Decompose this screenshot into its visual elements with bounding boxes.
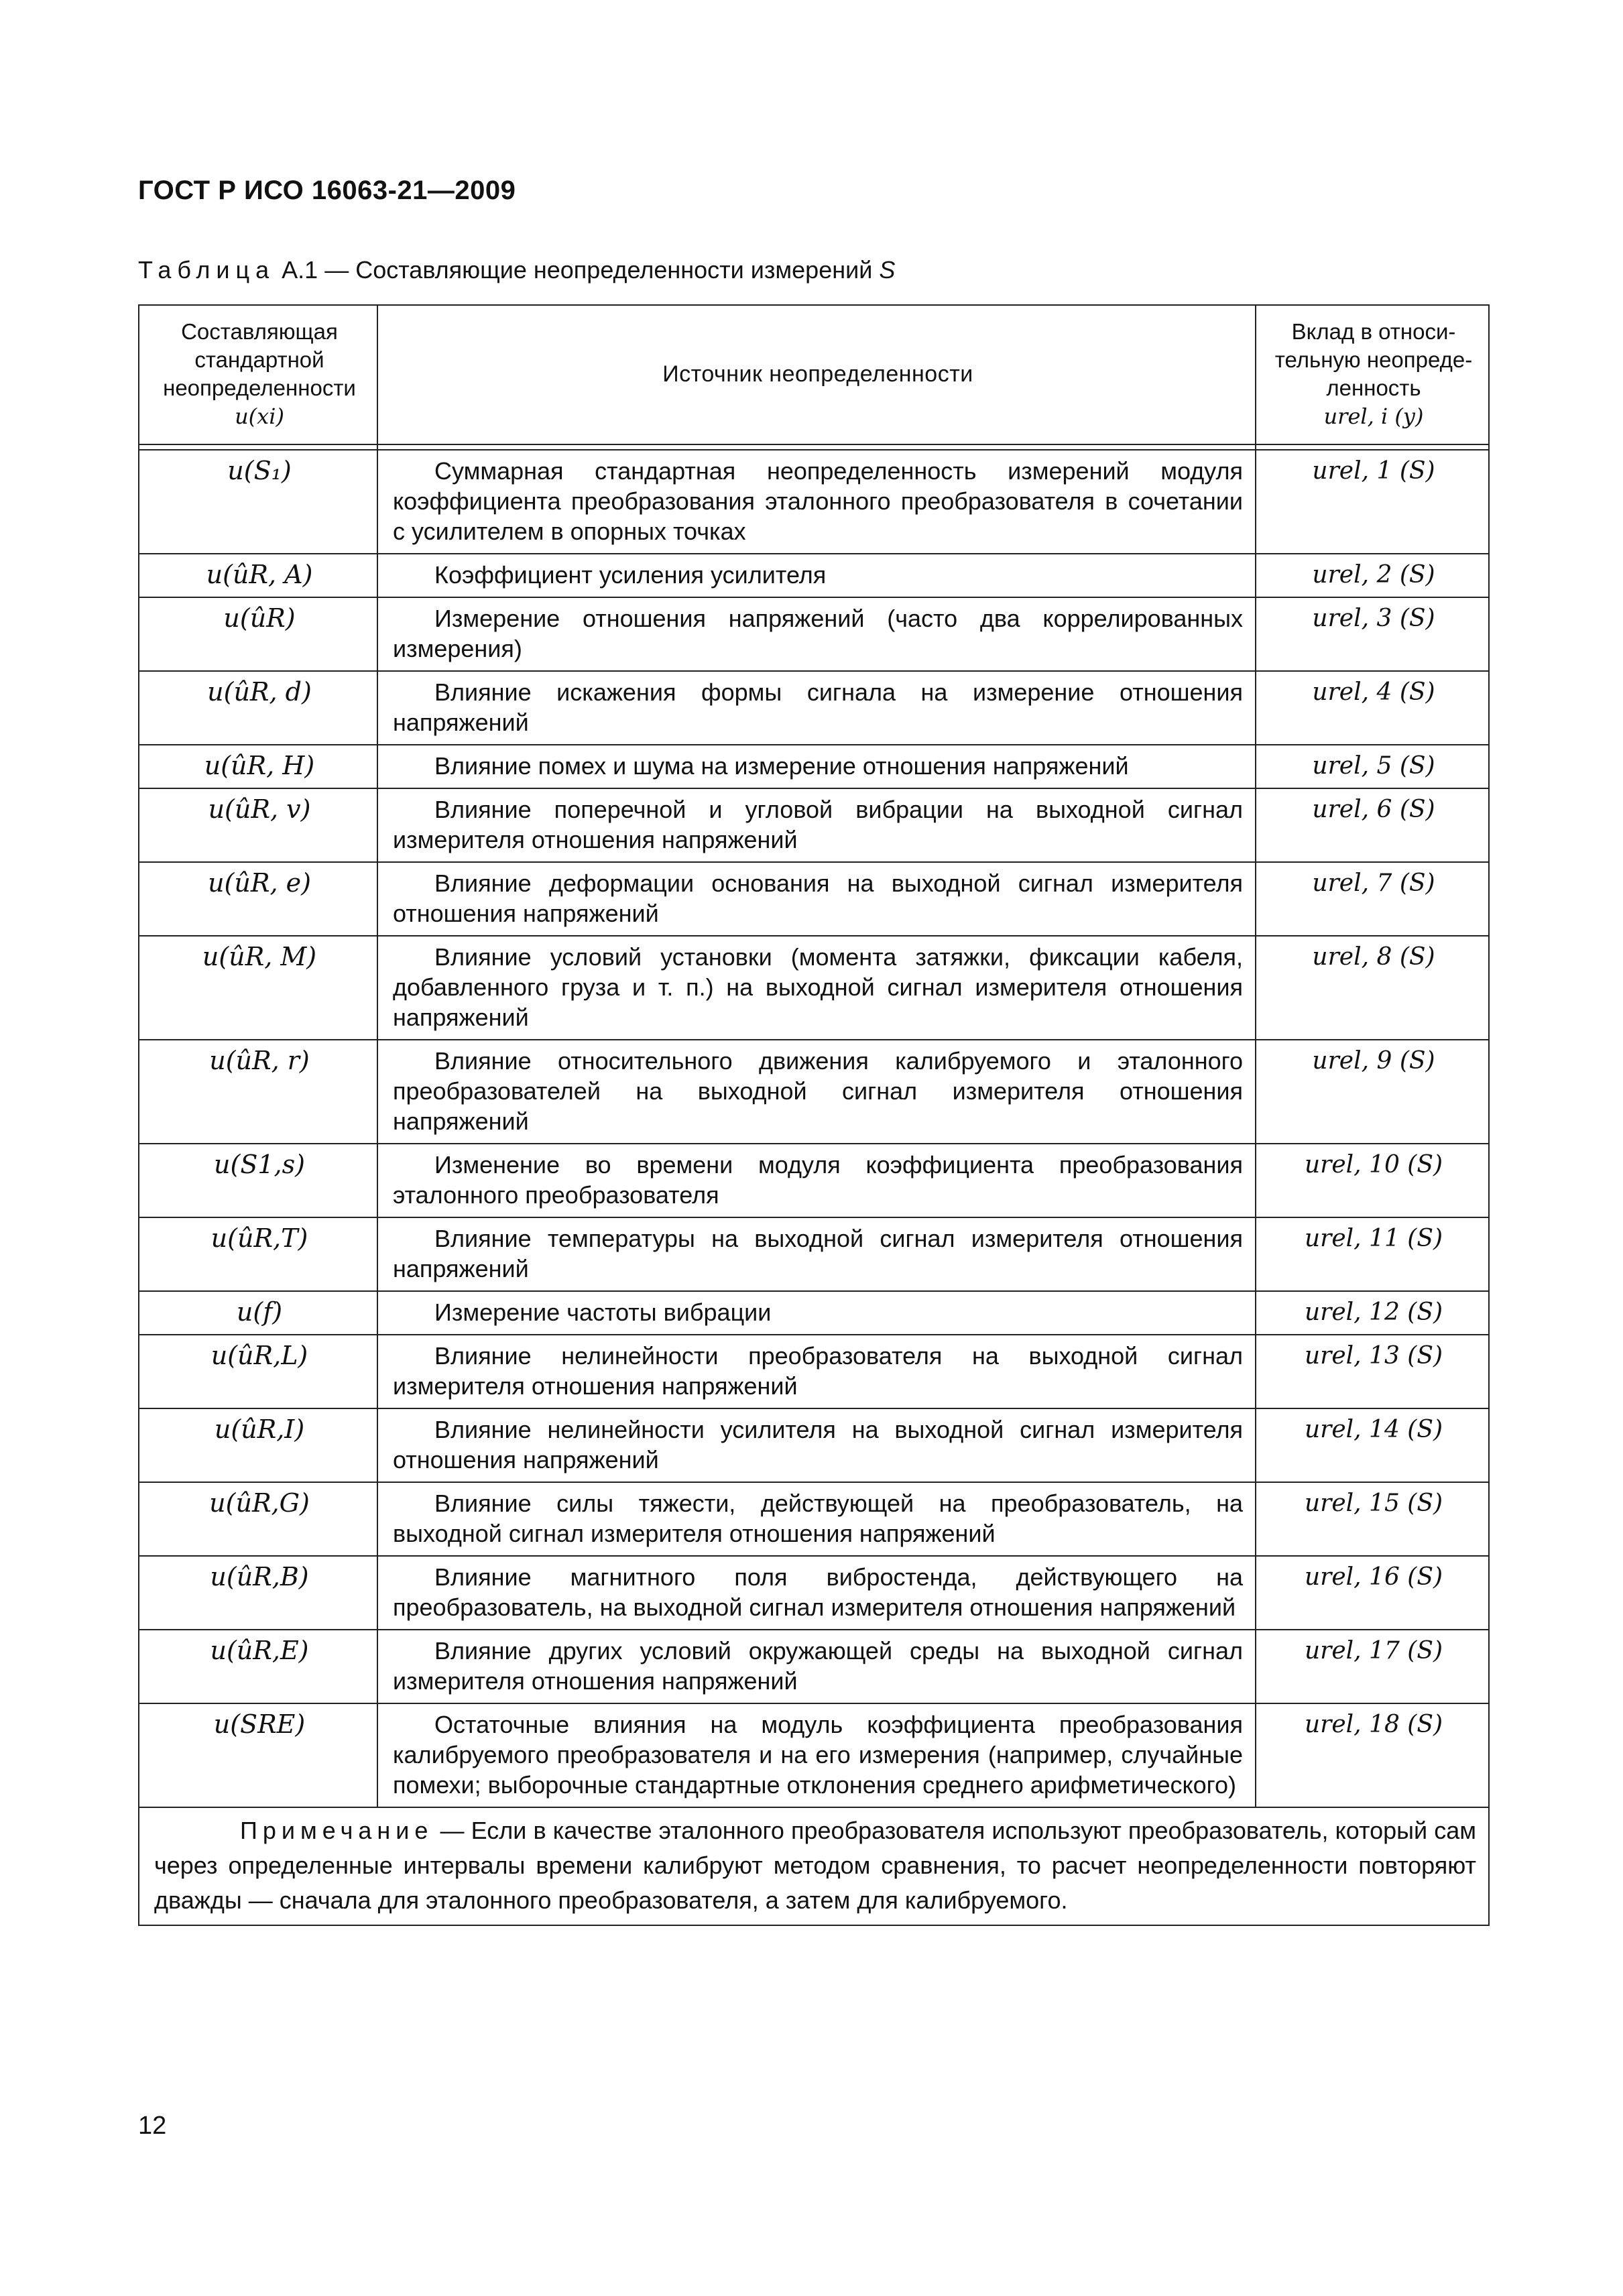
component-symbol: u(S₁)	[139, 450, 377, 554]
contribution-symbol: urel, 15 (S)	[1256, 1482, 1489, 1556]
component-symbol: u(ûR, r)	[139, 1040, 377, 1144]
contribution-symbol: urel, 9 (S)	[1256, 1040, 1489, 1144]
header-component-symbol: u(xi)	[235, 404, 284, 429]
header-contribution-line2: тельную неопреде-	[1274, 347, 1473, 372]
header-component-line1: Составляющая	[181, 319, 338, 344]
contribution-symbol: urel, 1 (S)	[1256, 450, 1489, 554]
note-text: — Если в качестве эталонного преобразователя используют преобразователь, который сам через определенные интервалы времени калибруют методом сравнения, то расчет неопределенности повторяют дважды — сначала для эталонного преобразователя, а затем для калибруемого.	[154, 1817, 1476, 1914]
contribution-symbol: urel, 10 (S)	[1256, 1144, 1489, 1217]
source-text: Влияние искажения формы сигнала на измерение отношения напряжений	[393, 678, 1243, 736]
header-contribution-symbol: urel, i (y)	[1323, 404, 1424, 429]
source-text: Влияние силы тяжести, действующей на преобразователь, на выходной сигнал измерителя отношения напряжений	[393, 1490, 1243, 1547]
source-cell	[377, 1291, 1256, 1335]
table-row	[139, 745, 1489, 788]
note-label: Примечание	[240, 1817, 434, 1844]
source-cell	[377, 788, 1256, 862]
table-caption	[138, 256, 895, 284]
source-text: Суммарная стандартная неопределенность измерений модуля коэффициента преобразования эталонного преобразователя в сочетании с усилителем в опорных точках	[393, 457, 1243, 545]
source-text: Влияние магнитного поля вибростенда, действующего на преобразователь, на выходной сигнал измерителя отношения напряжений	[393, 1563, 1243, 1621]
component-symbol: u(ûR, M)	[139, 936, 377, 1040]
source-cell	[377, 1217, 1256, 1291]
component-symbol: u(S1,s)	[139, 1144, 377, 1217]
component-symbol: u(ûR, A)	[139, 554, 377, 597]
table-row	[139, 597, 1489, 671]
table-row	[139, 1408, 1489, 1482]
table-caption-text: А.1 — Составляющие неопределенности измерений	[275, 256, 880, 284]
table-row	[139, 1335, 1489, 1408]
table-row	[139, 1291, 1489, 1335]
component-symbol: u(ûR, e)	[139, 862, 377, 936]
uncertainty-table	[138, 304, 1490, 1926]
table-header-row	[139, 305, 1489, 444]
source-cell	[377, 1144, 1256, 1217]
header-gap-cell	[1256, 444, 1489, 450]
component-symbol: u(ûR)	[139, 597, 377, 671]
component-symbol: u(ûR,B)	[139, 1556, 377, 1630]
table-row	[139, 450, 1489, 554]
component-symbol: u(ûR, v)	[139, 788, 377, 862]
component-symbol: u(ûR, d)	[139, 671, 377, 745]
header-component	[139, 305, 377, 444]
component-symbol: u(ûR,T)	[139, 1217, 377, 1291]
source-cell	[377, 1040, 1256, 1144]
contribution-symbol: urel, 14 (S)	[1256, 1408, 1489, 1482]
source-text: Влияние деформации основания на выходной сигнал измерителя отношения напряжений	[393, 869, 1243, 927]
source-cell	[377, 862, 1256, 936]
source-cell	[377, 1482, 1256, 1556]
header-component-line2: стандартной	[194, 347, 324, 372]
contribution-symbol: urel, 4 (S)	[1256, 671, 1489, 745]
source-text: Влияние помех и шума на измерение отношения напряжений	[434, 752, 1129, 780]
table-row	[139, 1040, 1489, 1144]
source-cell	[377, 1703, 1256, 1807]
table-row	[139, 671, 1489, 745]
table-caption-label: Таблица	[138, 256, 276, 284]
table-note-row	[139, 1807, 1489, 1925]
source-text: Влияние температуры на выходной сигнал измерителя отношения напряжений	[393, 1225, 1243, 1282]
contribution-symbol: urel, 2 (S)	[1256, 554, 1489, 597]
contribution-symbol: urel, 8 (S)	[1256, 936, 1489, 1040]
source-cell	[377, 1556, 1256, 1630]
contribution-symbol: urel, 18 (S)	[1256, 1703, 1489, 1807]
table-row	[139, 1630, 1489, 1703]
table-row	[139, 1556, 1489, 1630]
component-symbol: u(ûR,I)	[139, 1408, 377, 1482]
source-cell	[377, 450, 1256, 554]
contribution-symbol: urel, 5 (S)	[1256, 745, 1489, 788]
source-cell	[377, 745, 1256, 788]
table-row	[139, 862, 1489, 936]
source-text: Влияние нелинейности усилителя на выходной сигнал измерителя отношения напряжений	[393, 1416, 1243, 1473]
source-text: Остаточные влияния на модуль коэффициента преобразования калибруемого преобразователя и на его измерения (например, случайные помехи; выборочные стандартные отклонения среднего арифметического)	[393, 1711, 1243, 1799]
source-cell	[377, 1335, 1256, 1408]
component-symbol: u(SRE)	[139, 1703, 377, 1807]
header-contribution	[1256, 305, 1489, 444]
source-text: Коэффициент усиления усилителя	[434, 561, 827, 589]
table-row	[139, 1144, 1489, 1217]
contribution-symbol: urel, 13 (S)	[1256, 1335, 1489, 1408]
source-cell	[377, 671, 1256, 745]
source-text: Измерение отношения напряжений (часто два коррелированных измерения)	[393, 605, 1243, 662]
table-note	[139, 1807, 1489, 1925]
table-row	[139, 1703, 1489, 1807]
table-row	[139, 554, 1489, 597]
source-text: Измерение частоты вибрации	[434, 1298, 772, 1326]
source-text: Влияние относительного движения калибруемого и эталонного преобразователей на выходной сигнал измерителя отношения напряжений	[393, 1047, 1243, 1135]
contribution-symbol: urel, 3 (S)	[1256, 597, 1489, 671]
table-row	[139, 788, 1489, 862]
header-gap-cell	[377, 444, 1256, 450]
component-symbol: u(ûR,L)	[139, 1335, 377, 1408]
source-text: Влияние нелинейности преобразователя на выходной сигнал измерителя отношения напряжений	[393, 1342, 1243, 1400]
contribution-symbol: urel, 12 (S)	[1256, 1291, 1489, 1335]
table-caption-variable: S	[879, 256, 896, 284]
header-source: Источник неопределенности	[377, 305, 1256, 444]
table-row	[139, 1482, 1489, 1556]
table-row	[139, 1217, 1489, 1291]
contribution-symbol: urel, 17 (S)	[1256, 1630, 1489, 1703]
header-contribution-line1: Вклад в относи-	[1291, 319, 1456, 344]
source-text: Влияние поперечной и угловой вибрации на выходной сигнал измерителя отношения напряжений	[393, 796, 1243, 853]
source-text: Влияние других условий окружающей среды на выходной сигнал измерителя отношения напряжений	[393, 1637, 1243, 1695]
source-cell	[377, 1408, 1256, 1482]
contribution-symbol: urel, 11 (S)	[1256, 1217, 1489, 1291]
source-cell	[377, 936, 1256, 1040]
header-gap-row	[139, 444, 1489, 450]
source-cell	[377, 597, 1256, 671]
contribution-symbol: urel, 6 (S)	[1256, 788, 1489, 862]
header-gap-cell	[139, 444, 377, 450]
source-cell	[377, 554, 1256, 597]
table-body	[139, 450, 1489, 1807]
page-number: 12	[138, 2112, 167, 2140]
table-row	[139, 936, 1489, 1040]
document-standard-id: ГОСТ Р ИСО 16063-21—2009	[138, 176, 516, 205]
source-cell	[377, 1630, 1256, 1703]
component-symbol: u(ûR,G)	[139, 1482, 377, 1556]
contribution-symbol: urel, 16 (S)	[1256, 1556, 1489, 1630]
source-text: Влияние условий установки (момента затяжки, фиксации кабеля, добавленного груза и т. п.) на выходной сигнал измерителя отношения напряжений	[393, 943, 1243, 1031]
component-symbol: u(ûR, H)	[139, 745, 377, 788]
component-symbol: u(f)	[139, 1291, 377, 1335]
header-component-line3: неопределенности	[163, 375, 356, 400]
contribution-symbol: urel, 7 (S)	[1256, 862, 1489, 936]
source-text: Изменение во времени модуля коэффициента преобразования эталонного преобразователя	[393, 1151, 1243, 1209]
component-symbol: u(ûR,E)	[139, 1630, 377, 1703]
header-contribution-line3: ленность	[1326, 375, 1421, 400]
